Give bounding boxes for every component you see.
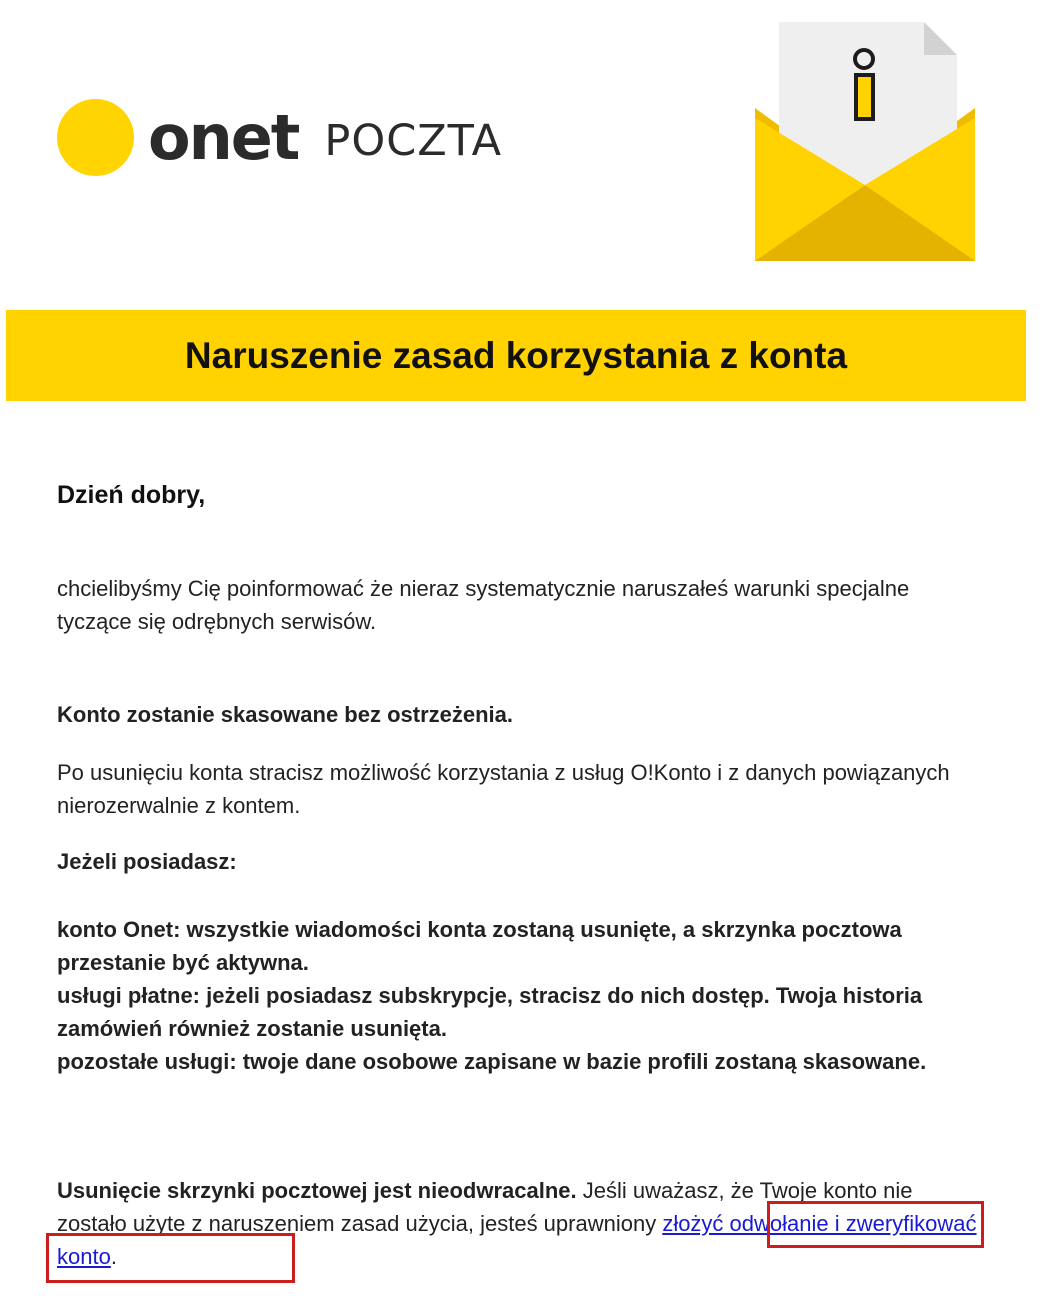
- logo-product: POCZTA: [324, 116, 503, 166]
- title-banner: [6, 310, 1026, 401]
- intro-paragraph: chcielibyśmy Cię poinformować że nieraz systematycznie naruszałeś warunki specjalne tyczące się odrębnych serwisów.: [57, 576, 910, 634]
- logo-dot: [57, 99, 134, 176]
- appeal-link[interactable]: złożyć odwołanie i zweryfikować konto: [57, 1211, 977, 1269]
- final-bold-text: Usunięcie skrzynki pocztowej jest nieodwracalne.: [57, 1178, 577, 1203]
- consequence-paragraph: Po usunięciu konta stracisz możliwość korzystania z usług O!Konto i z danych powiązanych nierozerwalnie z kontem.: [57, 760, 950, 818]
- warning-text: Konto zostanie skasowane bez ostrzeżenia.: [57, 702, 514, 727]
- banner-title: Naruszenie zasad korzystania z konta: [184, 334, 848, 376]
- list-item: usługi płatne: jeżeli posiadasz subskrypcje, stracisz do nich dostęp. Twoja historia zamówień również zostanie usunięta.: [57, 983, 923, 1041]
- list-item: pozostałe usługi: twoje dane osobowe zapisane w bazie profili zostaną skasowane.: [57, 1049, 927, 1074]
- services-list: [57, 913, 987, 1078]
- greeting: Dzień dobry,: [57, 481, 206, 509]
- final-end: .: [110, 1244, 117, 1269]
- link-highlight-box: [767, 1201, 984, 1248]
- logo-word: onet: [148, 100, 299, 174]
- final-text: Jeśli uważasz, że Twoje konto nie zostało użyte z naruszeniem zasad użycia, jesteś uprawniony: [57, 1178, 913, 1236]
- link-highlight-box: [46, 1233, 295, 1283]
- envelope-info-icon: [752, 18, 978, 264]
- list-heading: Jeżeli posiadasz:: [57, 849, 237, 874]
- onet-poczta-logo: [57, 99, 502, 176]
- list-item: konto Onet: wszystkie wiadomości konta zostaną usunięte, a skrzynka pocztowa przestanie być aktywna.: [57, 917, 902, 975]
